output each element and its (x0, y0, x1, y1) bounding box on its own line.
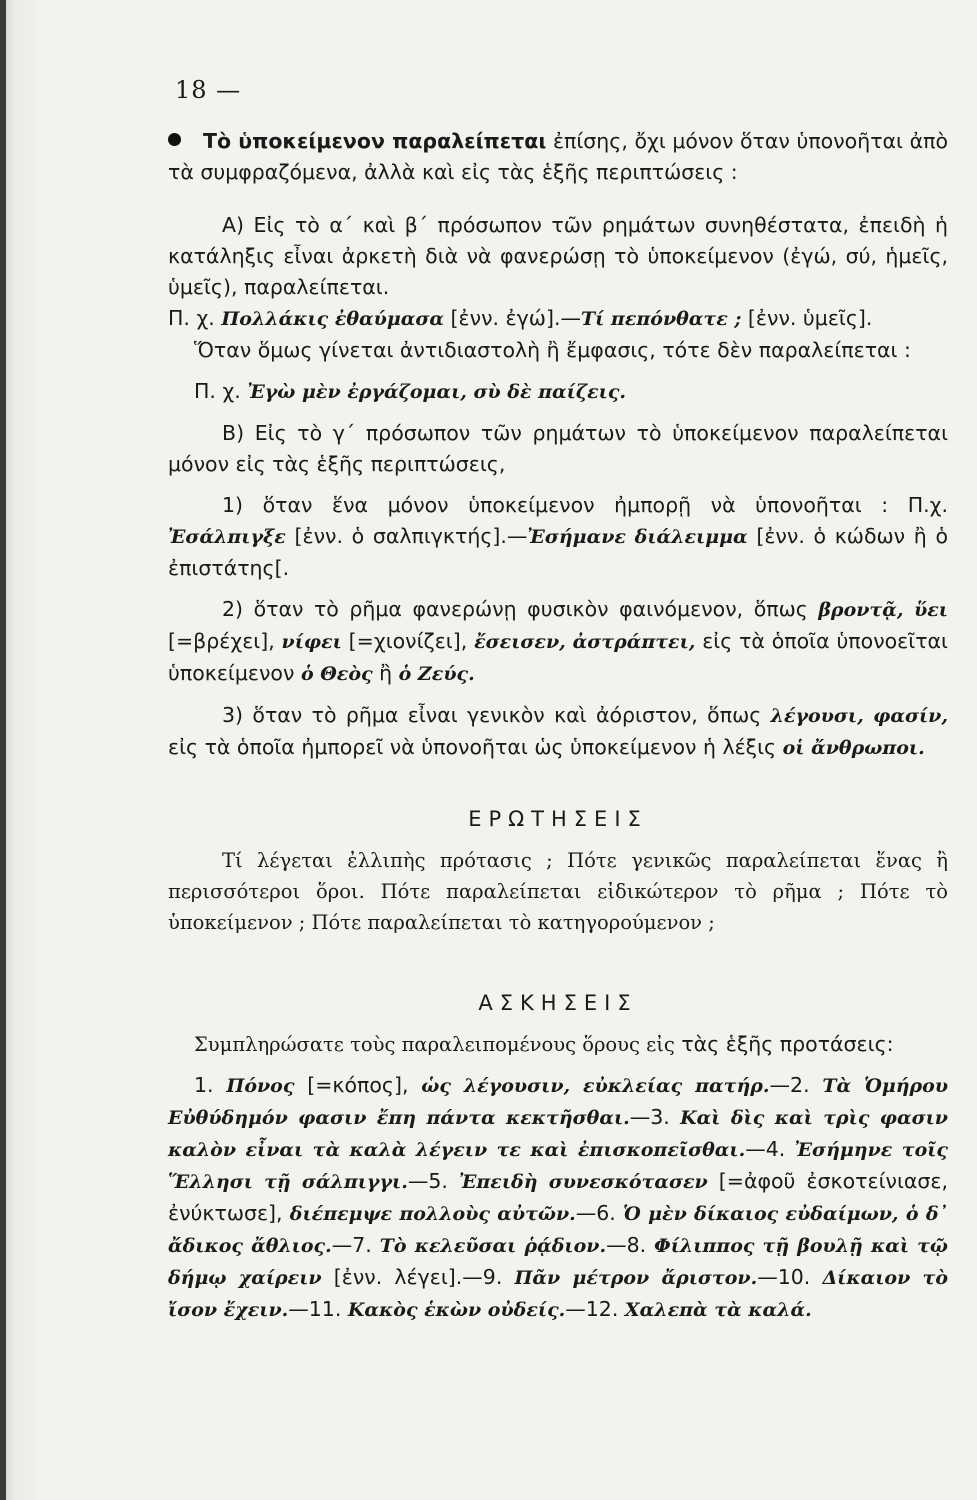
section-b-paragraph: Β) Εἰς τὸ γ΄ πρόσωπον τῶν ρημάτων τὸ ὑποκείμενον παραλείπεται μόνον εἰς τὰς ἑξῆς περιπτώσεις, (168, 421, 948, 476)
exercise-sentence: Πόνος (226, 1075, 295, 1097)
section-a-example-2 (168, 376, 948, 408)
exercise-separator: —5. (407, 1169, 459, 1193)
section-b-case-2 (168, 594, 948, 690)
case-text: 3) ὅταν τὸ ρῆμα εἶναι γενικὸν καὶ ἀόριστον, ὅπως (222, 703, 771, 727)
exercise-separator: —2. (769, 1073, 823, 1097)
exercise-separator: —4. (745, 1137, 795, 1161)
exercise-sentence: Τὸ κελεῦσαι ῥᾴδιον. (379, 1235, 607, 1257)
exercises-heading: ΑΣΚΗΣΕΙΣ (478, 991, 638, 1015)
example-note: [=βρέχει], (168, 629, 282, 653)
exercise-sentence: Τὰ Ὁμήρου Εὐθύδημόν φασιν ἔπη πάντα κεκτῆσθαι. (168, 1075, 949, 1129)
exercise-sentence: Ὁ μὲν δίκαιος εὐδαίμων, ὁ δ᾽ ἄδικος ἄθλιος. (168, 1203, 949, 1257)
example-greek: Ἐσάλπιγξε (168, 526, 286, 548)
case-text: 2) ὅταν τὸ ρῆμα φανερώνῃ φυσικὸν φαινόμενον, ὅπως (222, 597, 819, 621)
exercise-separator: [=ἀφοῦ ἐσκοτείνιασε, ἐνύκτωσε], (168, 1169, 949, 1225)
intro-text: ἐπίσης, ὄχι μόνον ὅταν ὑπονοῆται ἀπὸ τὰ συμφραζόμενα, ἀλλὰ καὶ εἰς τὰς ἑξῆς περιπτώσεις : (168, 129, 948, 184)
exercise-separator: —12. (565, 1297, 625, 1321)
exercise-sentence: διέπεμψε πολλοὺς αὐτῶν. (289, 1203, 576, 1225)
example-greek: λέγουσι, φασίν, (770, 705, 948, 727)
intro-paragraph (168, 126, 948, 188)
case-text: 1) ὅταν ἕνα μόνον ὑποκείμενον ἠμπορῇ νὰ ὑπονοῆται : Π.χ. (222, 493, 948, 517)
example-greek: οἱ ἄνθρωποι. (782, 737, 925, 759)
exercise-sentence: Καὶ δὶς καὶ τρὶς φασιν καλὸν εἶναι τὰ καλὰ λέγειν τε καὶ ἐπισκοπεῖσθαι. (168, 1107, 948, 1161)
exercise-separator: —3. (629, 1105, 681, 1129)
exercise-sentence: Ἐσήμηνε τοῖς Ἕλλησι τῇ σάλπιγγι. (168, 1139, 949, 1193)
exercise-separator: —10. (757, 1265, 823, 1289)
page-binding-edge (0, 0, 6, 1500)
page-content (168, 126, 948, 1326)
exercise-sentence: Πᾶν μέτρον ἄριστον. (514, 1267, 758, 1289)
intro-bold-lead: Τὸ ὑποκείμενον παραλείπεται (203, 129, 547, 153)
bullet-icon (168, 133, 181, 146)
example-note: [ἐνν. ὁ σαλπιγκτής].— (285, 524, 528, 548)
example-greek: Πολλάκις ἐθαύμασα (221, 308, 445, 330)
example-greek: Ἐσήμανε διάλειμμα (527, 526, 748, 548)
instruction-text: τὰς ἑξῆς προτάσεις: (674, 1032, 894, 1056)
example-note: εἰς τὰ ὁποῖα ἠμπορεῖ νὰ ὑπονοῆται ὡς ὑποκείμενον ἡ λέξις (168, 735, 783, 759)
section-b-case-1 (168, 490, 948, 584)
exercise-separator: —11. (288, 1297, 348, 1321)
exercise-separator: —6. (575, 1201, 624, 1225)
exercise-number: 1. (194, 1073, 227, 1097)
example-greek: Τί πεπόνθατε ; (580, 308, 742, 330)
section-a-contrast: Ὅταν ὅμως γίνεται ἀντιδιαστολὴ ἢ ἔμφασις, τότε δὲν παραλείπεται : (194, 338, 911, 362)
exercise-separator: [ἐνν. λέγει].—9. (321, 1265, 515, 1289)
example-note: ἢ (372, 661, 399, 685)
example-prefix: Π. χ. (194, 379, 248, 403)
exercise-separator: [=κόπος], (294, 1073, 422, 1097)
example-note: [ἐνν. ὑμεῖς]. (741, 306, 873, 330)
exercise-separator: —8. (606, 1233, 655, 1257)
example-greek: ὁ Θεὸς (300, 663, 373, 685)
exercise-sentence: ὡς λέγουσιν, εὐκλείας πατήρ. (421, 1075, 770, 1097)
exercises-instruction (168, 1029, 948, 1060)
example-note: [ἐνν. ὁ κώδων ἢ ὁ ἐπιστάτης[. (168, 524, 948, 580)
example-note: [ἐνν. ἐγώ].— (444, 306, 581, 330)
exercise-sentence: Χαλεπὰ τὰ καλά. (624, 1299, 812, 1321)
example-greek: ἔσεισεν, ἀστράπτει, (474, 631, 696, 653)
section-a-example-1 (168, 303, 948, 335)
example-greek: ὁ Ζεύς. (398, 663, 475, 685)
example-greek: Ἐγὼ μὲν ἐργάζομαι, σὺ δὲ παίζεις. (247, 381, 627, 403)
example-greek: βροντᾷ, ὕει (818, 599, 948, 621)
example-greek: νίφει (281, 631, 342, 653)
exercise-list (168, 1070, 948, 1326)
instruction-text: Συμπληρώσατε τοὺς παραλειπομένους ὅρους εἰς (194, 1033, 675, 1056)
questions-heading: ΕΡΩΤΗΣΕΙΣ (468, 807, 648, 831)
section-a-paragraph: Α) Εἰς τὸ α΄ καὶ β΄ πρόσωπον τῶν ρημάτων συνηθέστατα, ἐπειδὴ ἡ κατάληξις εἶναι ἀρκετὴ διὰ νὰ φανερώσῃ τὸ ὑποκείμενον (ἐγώ, σύ, ἡμεῖς, ὑμεῖς), παραλείπεται. (168, 213, 948, 299)
example-prefix: Π. χ. (168, 306, 222, 330)
questions-text: Τί λέγεται ἐλλιπὴς πρότασις ; Πότε γενικῶς παραλείπεται ἕνας ἢ περισσότεροι ὅροι. Πότε παραλείπεται εἰδικώτερον τὸ ρῆμα ; Πότε τὸ ὑποκείμενον ; Πότε παραλείπεται τὸ κατηγορούμενον ; (168, 849, 948, 934)
exercise-sentence: Δίκαιον τὸ ἴσον ἔχειν. (168, 1267, 948, 1321)
example-note: [=χιονίζει], (341, 629, 475, 653)
exercise-sentence: Κακὸς ἑκὼν οὐδείς. (347, 1299, 566, 1321)
page-number: 18 — (175, 76, 242, 104)
exercise-separator: —7. (331, 1233, 380, 1257)
exercise-sentence: Ἐπειδὴ συνεσκότασεν (458, 1171, 708, 1193)
example-note: εἰς τὰ ὁποῖα ὑπονοεῖται ὑποκείμενον (168, 629, 948, 685)
section-b-case-3 (168, 700, 948, 764)
exercise-sentence: Φίλιππος τῇ βουλῇ καὶ τῷ δήμῳ χαίρειν (168, 1235, 948, 1289)
